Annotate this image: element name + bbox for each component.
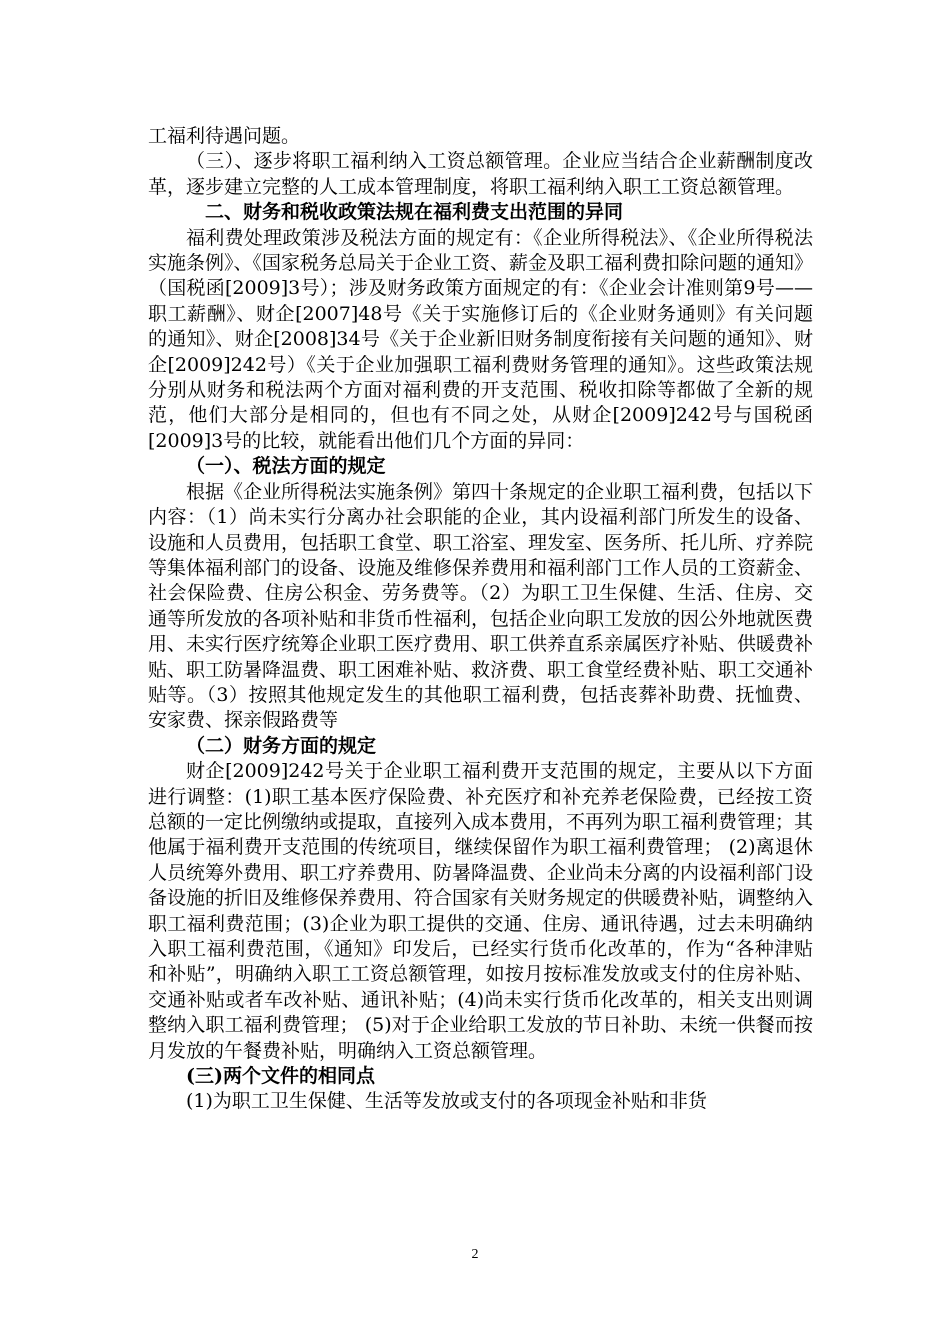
paragraph: 工福利待遇问题。 (148, 125, 301, 147)
page-number: 2 (471, 1247, 479, 1262)
subsection-heading: （二）财务方面的规定 (186, 734, 377, 757)
paragraph: （三）、逐步将职工福利纳入工资总额管理。企业应当结合企业薪酬制度改革，逐步建立完整的人工成本管理制度，将职工福利纳入职工工资总额管理。 (148, 150, 813, 198)
paragraph: 财企[2009]242号关于企业职工福利费开支范围的规定，主要从以下方面进行调整：(1)职工基本医疗保险费、补充医疗和补充养老保险费，已经按工资总额的一定比例缴纳或提取，直接列入成本费用，不再列为职工福利费管理；其他属于福利费开支范围的传统项目，继续保留作为职工福利费管理； (2)离退休人员统筹外费用、职工疗养费用、防暑降温费、企业尚未分离的内设福利部门设备设施的折旧及维修保养费用、符合国家有关财务规定的供暖费补贴，调整纳入职工福利费范围；(3)企业为职工提供的交通、住房、通讯待遇，过去未明确纳入职工福利费范围，《通知》印发后，已经实行货币化改革的，作为“各种津贴和补贴”，明确纳入职工工资总额管理，如按月按标准发放或支付的住房补贴、交通补贴或者车改补贴、通讯补贴；(4)尚未实行货币化改革的，相关支出则调整纳入职工福利费管理； (5)对于企业给职工发放的节日补助、未统一供餐而按月发放的午餐费补贴，明确纳入工资总额管理。 (148, 760, 814, 1062)
subsection-heading: (三)两个文件的相同点 (186, 1065, 375, 1088)
section-heading: 二、财务和税收政策法规在福利费支出范围的异同 (205, 201, 624, 224)
paragraph: (1)为职工卫生保健、生活等发放或支付的各项现金补贴和非货 (186, 1090, 707, 1113)
document-body (148, 124, 813, 1115)
subsection-heading: （一）、税法方面的规定 (186, 455, 386, 478)
paragraph: 根据《企业所得税法实施条例》第四十条规定的企业职工福利费，包括以下内容：（1）尚未实行分离办社会职能的企业，其内设福利部门所发生的设备、设施和人员费用，包括职工食堂、职工浴室、理发室、医务所、托儿所、疗养院等集体福利部门的设备、设施及维修保养费用和福利部门工作人员的工资薪金、社会保险费、住房公积金、劳务费等。（2）为职工卫生保健、生活、住房、交通等所发放的各项补贴和非货币性福利，包括企业向职工发放的因公外地就医费用、未实行医疗统筹企业职工医疗费用、职工供养直系亲属医疗补贴、供暖费补贴、职工防暑降温费、职工困难补贴、救济费、职工食堂经费补贴、职工交通补贴等。（3）按照其他规定发生的其他职工福利费，包括丧葬补助费、抚恤费、安家费、探亲假路费等 (148, 480, 814, 732)
paragraph: 福利费处理政策涉及税法方面的规定有：《企业所得税法》、《企业所得税法实施条例》、《国家税务总局关于企业工资、薪金及职工福利费扣除问题的通知》（国税函[2009]3号）；涉及财务政策方面规定的有：《企业会计准则第9号——职工薪酬》、财企[2007]48号《关于实施修订后的《企业财务通则》有关问题的通知》、财企[2008]34号《关于企业新旧财务制度衔接有关问题的通知》、财企[2009]242号）《关于企业加强职工福利费财务管理的通知》。这些政策法规分别从财务和税法两个方面对福利费的开支范围、税收扣除等都做了全新的规范，他们大部分是相同的，但也有不同之处，从财企[2009]242号与国税函[2009]3号的比较，就能看出他们几个方面的异同： (148, 226, 814, 452)
